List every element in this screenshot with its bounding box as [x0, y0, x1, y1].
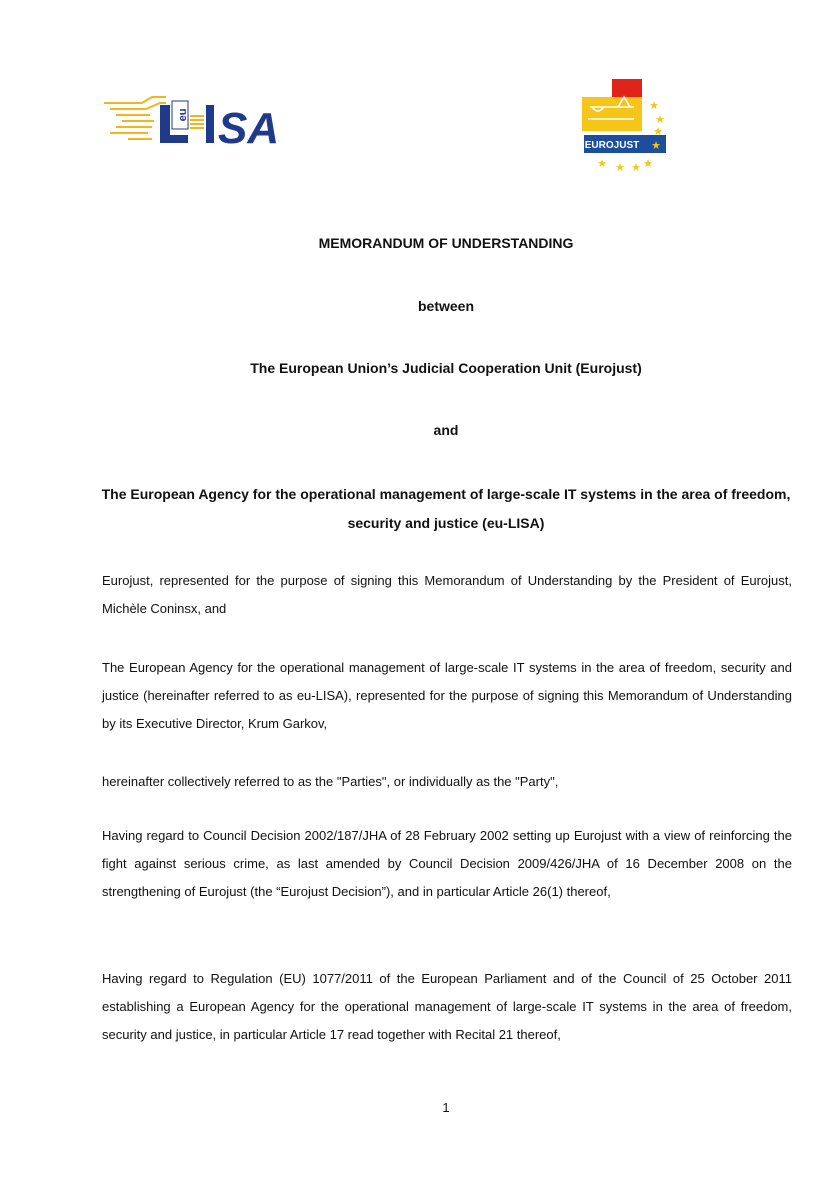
svg-text:★: ★: [643, 157, 653, 170]
paragraph-eulisa-representation: The European Agency for the operational management of large-scale IT systems in the area of freedom, security and justice (hereinafter referred to as eu-LISA), represented for the purpose of signing this Memorandum of Understanding by its Executive Director, Krum Garkov,: [102, 660, 792, 731]
party-eurojust-heading: The European Union’s Judicial Cooperation Unit (Eurojust): [250, 360, 642, 376]
svg-text:★: ★: [631, 161, 641, 173]
party-eulisa-heading: The European Agency for the operational management of large-scale IT systems in the area of freedom, security and justice (eu-LISA): [101, 486, 791, 531]
paragraph-eurojust-representation: Eurojust, represented for the purpose of signing this Memorandum of Understanding by the President of Eurojust, Michèle Coninsx, and: [102, 573, 792, 616]
svg-text:★: ★: [597, 157, 607, 170]
svg-text:SA: SA: [218, 104, 280, 151]
paragraph-regulation: Having regard to Regulation (EU) 1077/2011 of the European Parliament and of the Council of 25 October 2011 establishing a European Agency for the operational management of large-scale IT systems in the area of freedom, security and justice, in particular Article 17 read together with Recital 21 thereof,: [102, 971, 792, 1042]
svg-text:★: ★: [655, 113, 665, 126]
svg-text:eu: eu: [177, 108, 189, 122]
svg-text:★: ★: [651, 139, 661, 152]
svg-text:EUROJUST: EUROJUST: [584, 140, 640, 151]
svg-text:★: ★: [615, 161, 625, 173]
page-number: 1: [442, 1100, 450, 1115]
svg-text:★: ★: [653, 125, 663, 138]
eulisa-logo: [102, 95, 288, 151]
paragraph-council-decision: Having regard to Council Decision 2002/187/JHA of 28 February 2002 setting up Eurojust with a view of reinforcing the fight against serious crime, as last amended by Council Decision 2009/426/JHA of 16 December 2008 on the strengthening of Eurojust (the “Eurojust Decision”), and in particular Article 26(1) thereof,: [102, 828, 792, 899]
paragraph-parties-definition: hereinafter collectively referred to as the "Parties", or individually as the "Party",: [102, 774, 559, 789]
svg-text:★: ★: [649, 99, 659, 112]
document-title: MEMORANDUM OF UNDERSTANDING: [318, 235, 574, 251]
between-label: between: [417, 298, 474, 314]
eurojust-logo: [578, 77, 670, 173]
and-label: and: [433, 422, 459, 438]
